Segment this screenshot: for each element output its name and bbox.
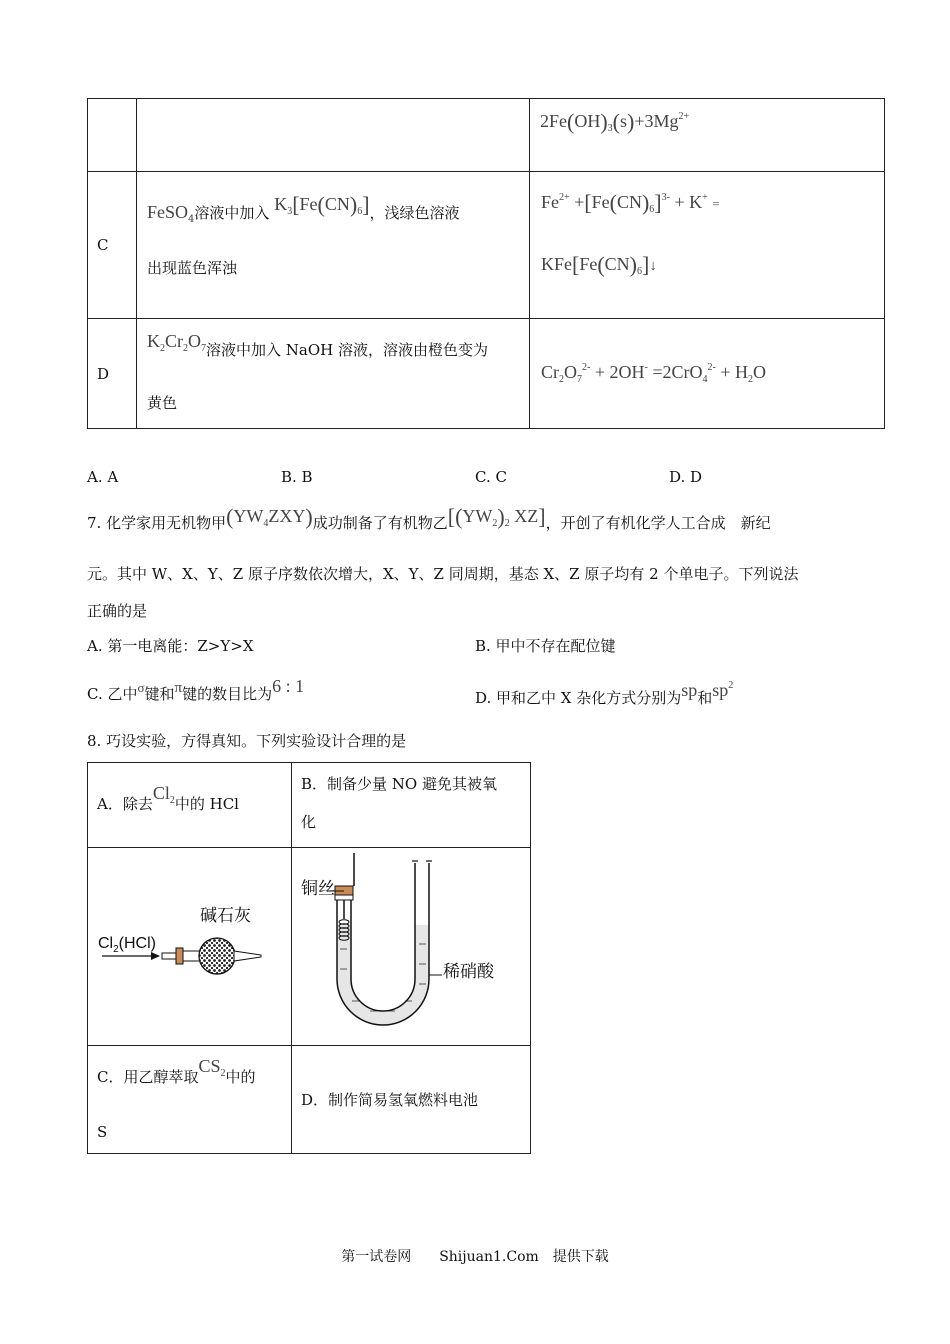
- q8-cell-b-line2: 化: [301, 813, 317, 831]
- equation-prussian-blue-line1: $Fe^{2+} +[Fe(CN)_6]^{3-} + K^+$ =: [541, 190, 720, 215]
- table-cell-equation: [530, 172, 885, 319]
- q7-stem-line3: 正确的是: [87, 602, 148, 620]
- q8-figure-a: [88, 848, 292, 1046]
- table-cell-equation: [530, 99, 885, 172]
- q8-cell-c-line1: C．用乙醇萃取$CS_2$中的: [97, 1056, 256, 1086]
- equation-dichromate: $Cr_2O_7^{2-} + 2OH^- =2CrO_4^{2-} + H_2O$: [541, 361, 766, 385]
- label-dilute-nitric-acid: 稀硝酸: [443, 962, 494, 982]
- row-c-description-line1: FeSO$_4$溶液中加入 $K_3[Fe(CN)_6]$，浅绿色溶液: [147, 192, 460, 225]
- table-cell-equation: [530, 319, 885, 429]
- q8-cell-c: [88, 1046, 292, 1154]
- equation-prussian-blue-line2: $KFe[Fe(CN)_6]↓$: [541, 252, 657, 277]
- row-d-description-line2: 黄色: [147, 394, 178, 412]
- q6-option-a: A. A: [87, 468, 119, 486]
- table-cell-description: [137, 172, 530, 319]
- q7-option-a: A. 第一电离能：Z>Y>X: [87, 637, 254, 655]
- q7-stem-line1: 7. 化学家用无机物甲$(YW_4ZXY)$成功制备了有机物乙[$(YW_2)_2$ XZ]，开创了有机化学人工合成 新纪: [87, 504, 771, 532]
- label-copper-wire: 铜丝: [301, 879, 335, 899]
- q7-option-c: C. 乙中σ键和π键的数目比为6 : 1: [87, 676, 305, 703]
- label-soda-lime: 碱石灰: [200, 906, 251, 926]
- page-footer: 第一试卷网 Shijuan1.Com 提供下载: [341, 1249, 609, 1265]
- q8-cell-a-text: A．除去$Cl_2$中的 HCl: [97, 783, 239, 813]
- q7-stem-line2: 元。其中 W、X、Y、Z 原子序数依次增大，X、Y、Z 同周期，基态 X、Z 原子均有 2 个单电子。下列说法: [87, 565, 799, 583]
- q8-cell-d-text: D．制作简易氢氧燃料电池: [301, 1090, 479, 1109]
- q8-options-table: [87, 762, 531, 1154]
- row-label-d: D: [88, 319, 137, 429]
- q7-option-d: D. 甲和乙中 X 杂化方式分别为sp和$sp^2$: [475, 680, 734, 707]
- q8-cell-d: [292, 1046, 531, 1154]
- u-tube-diagram: [292, 849, 530, 1045]
- q8-cell-b: [292, 763, 531, 848]
- label-cl2-hcl: $Cl_2(HCl)$: [98, 935, 156, 955]
- q6-option-c: C. C: [475, 468, 507, 486]
- row-c-description-line2: 出现蓝色浑浊: [147, 259, 238, 277]
- q8-cell-c-line2: S: [97, 1123, 108, 1141]
- table-cell: [88, 99, 137, 172]
- table-cell-description: [137, 319, 530, 429]
- equation-fe-oh-mg: $2Fe(OH)_3(s)+3Mg^{2+}$: [540, 109, 690, 134]
- q6-option-b: B. B: [281, 468, 313, 486]
- q8-cell-b-line1: B．制备少量 NO 避免其被氧: [301, 775, 497, 793]
- table-cell: [137, 99, 530, 172]
- row-label-c: C: [88, 172, 137, 319]
- q7-option-b: B. 甲中不存在配位键: [475, 637, 616, 655]
- q6-option-d: D. D: [669, 468, 703, 486]
- q8-figure-b: [292, 848, 531, 1046]
- q8-stem: 8. 巧设实验，方得真知。下列实验设计合理的是: [87, 732, 407, 750]
- answer-table-top: [87, 98, 885, 429]
- q8-cell-a: [88, 763, 292, 848]
- row-d-description-line1: $K_2Cr_2O_7$溶液中加入 NaOH 溶液，溶液由橙色变为: [147, 331, 488, 359]
